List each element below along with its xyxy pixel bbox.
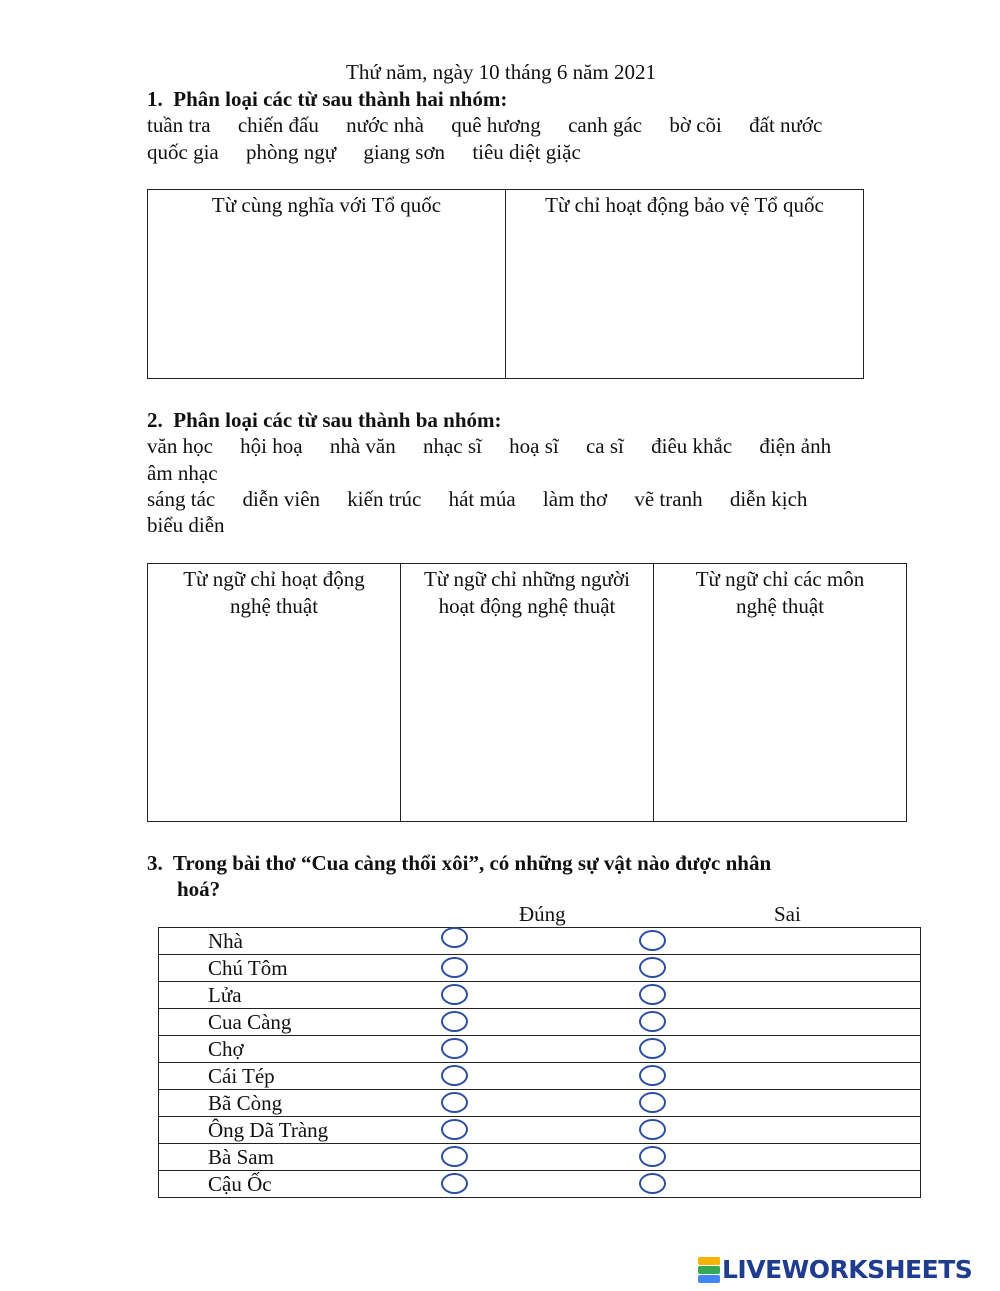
word-chip: nước nhà xyxy=(346,113,424,137)
liveworksheets-logo xyxy=(698,1255,972,1284)
word-chip: bờ cõi xyxy=(669,113,722,137)
q1-words-line1 xyxy=(147,113,844,138)
word-chip: chiến đấu xyxy=(237,113,319,137)
true-radio[interactable] xyxy=(441,957,468,978)
q1-table xyxy=(147,189,864,379)
q1-number: 1. xyxy=(147,87,163,111)
q2-words-line3 xyxy=(147,487,829,512)
word-chip: kiến trúc xyxy=(347,487,422,511)
q2-number: 2. xyxy=(147,408,163,432)
q1-column-header: Từ cùng nghĩa với Tổ quốc xyxy=(211,193,442,217)
word-chip: tiêu diệt giặc xyxy=(472,140,581,164)
word-chip: tuần tra xyxy=(147,113,211,137)
word-chip: làm thơ xyxy=(542,487,608,511)
word-chip: biểu diễn xyxy=(147,513,225,537)
q2-words-line4 xyxy=(147,513,247,538)
table-row xyxy=(159,1117,921,1144)
true-radio[interactable] xyxy=(441,1038,468,1059)
false-radio[interactable] xyxy=(639,984,666,1005)
q3-heading xyxy=(147,851,771,876)
table-row xyxy=(159,1171,921,1198)
word-chip: nhà văn xyxy=(329,434,396,458)
item-label: Chợ xyxy=(208,1037,244,1061)
q2-column-header: Từ ngữ chỉ các môn nghệ thuật xyxy=(695,567,865,618)
word-chip: hoạ sĩ xyxy=(509,434,559,458)
true-false-table xyxy=(158,927,921,1198)
word-chip: âm nhạc xyxy=(147,461,218,485)
item-label: Cua Càng xyxy=(208,1010,292,1034)
brand-name: LIVEWORKSHEETS xyxy=(722,1255,973,1284)
q1-drop-zone-homeland[interactable] xyxy=(148,190,506,379)
q1-heading xyxy=(147,87,507,112)
item-label: Nhà xyxy=(208,929,243,953)
table-row xyxy=(159,1090,921,1117)
q3-number: 3. xyxy=(147,851,163,875)
q1-drop-zone-defend[interactable] xyxy=(506,190,864,379)
q3-title-line1: Trong bài thơ “Cua càng thổi xôi”, có những sự vật nào được nhân xyxy=(172,851,772,875)
false-radio[interactable] xyxy=(639,1119,666,1140)
false-radio[interactable] xyxy=(639,1065,666,1086)
word-chip: diễn kịch xyxy=(729,487,808,511)
item-label: Cái Tép xyxy=(208,1064,275,1088)
q2-drop-zone-people[interactable] xyxy=(401,564,654,822)
true-radio[interactable] xyxy=(441,927,468,948)
table-row xyxy=(159,1009,921,1036)
true-radio[interactable] xyxy=(441,1065,468,1086)
false-radio[interactable] xyxy=(639,930,666,951)
word-chip: diễn viên xyxy=(242,487,321,511)
table-row xyxy=(159,1144,921,1171)
true-radio[interactable] xyxy=(441,1119,468,1140)
worksheet-date: Thứ năm, ngày 10 tháng 6 năm 2021 xyxy=(346,60,656,84)
word-chip: canh gác xyxy=(568,113,643,137)
word-chip: sáng tác xyxy=(147,487,216,511)
false-radio[interactable] xyxy=(639,1038,666,1059)
word-chip: ca sĩ xyxy=(585,434,624,458)
item-label: Cậu Ốc xyxy=(208,1172,272,1196)
true-radio[interactable] xyxy=(441,984,468,1005)
q2-column-header: Từ ngữ chỉ những người hoạt động nghệ thuật xyxy=(424,567,630,618)
table-row xyxy=(159,1036,921,1063)
word-chip: phòng ngự xyxy=(245,140,337,164)
table-row xyxy=(159,982,921,1009)
false-radio[interactable] xyxy=(639,957,666,978)
q2-words-line2 xyxy=(147,461,240,486)
table-row xyxy=(159,955,921,982)
table-row xyxy=(159,1063,921,1090)
item-label: Ông Dã Tràng xyxy=(208,1118,329,1142)
false-radio[interactable] xyxy=(639,1092,666,1113)
q2-column-header: Từ ngữ chỉ hoạt động nghệ thuật xyxy=(183,567,365,618)
q2-title: Phân loại các từ sau thành ba nhóm: xyxy=(173,408,502,432)
item-label: Bã Còng xyxy=(208,1091,283,1115)
table-row xyxy=(159,928,921,955)
true-column-label: Đúng xyxy=(519,902,566,926)
word-chip: hát múa xyxy=(448,487,516,511)
word-chip: vẽ tranh xyxy=(634,487,703,511)
word-chip: đất nước xyxy=(749,113,823,137)
q2-drop-zone-activities[interactable] xyxy=(148,564,401,822)
true-radio[interactable] xyxy=(441,1011,468,1032)
word-chip: điện ảnh xyxy=(759,434,832,458)
q3-title-line2: hoá? xyxy=(177,877,221,901)
q2-heading xyxy=(147,408,502,433)
word-chip: điêu khắc xyxy=(651,434,733,458)
item-label: Chú Tôm xyxy=(208,956,288,980)
false-radio[interactable] xyxy=(639,1011,666,1032)
q2-words-line1 xyxy=(147,434,853,459)
q2-drop-zone-subjects[interactable] xyxy=(654,564,907,822)
false-radio[interactable] xyxy=(639,1173,666,1194)
word-chip: hội hoạ xyxy=(240,434,303,458)
item-label: Lửa xyxy=(208,983,242,1007)
q2-table xyxy=(147,563,907,822)
true-radio[interactable] xyxy=(441,1173,468,1194)
q1-words-line2 xyxy=(147,140,603,165)
true-radio[interactable] xyxy=(441,1146,468,1167)
true-radio[interactable] xyxy=(441,1092,468,1113)
liveworksheets-logo-icon xyxy=(698,1257,720,1283)
word-chip: giang sơn xyxy=(363,140,446,164)
q1-column-header: Từ chỉ hoạt động bảo vệ Tổ quốc xyxy=(545,193,824,217)
word-chip: quê hương xyxy=(451,113,541,137)
word-chip: quốc gia xyxy=(147,140,219,164)
q1-title: Phân loại các từ sau thành hai nhóm: xyxy=(173,87,508,111)
word-chip: nhạc sĩ xyxy=(422,434,482,458)
word-chip: văn học xyxy=(147,434,213,458)
false-radio[interactable] xyxy=(639,1146,666,1167)
false-column-label: Sai xyxy=(774,902,801,926)
item-label: Bà Sam xyxy=(208,1145,274,1169)
